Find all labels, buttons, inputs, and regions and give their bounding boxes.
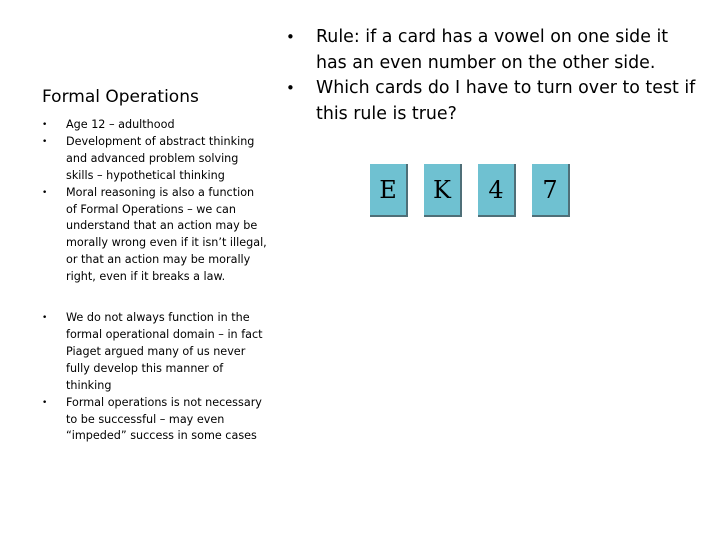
bullet-card-rule: • Rule: if a card has a vowel on one side it has an even number on the other side. — [286, 25, 696, 76]
bullet-moral-reasoning: • Moral reasoning is also a function of Formal Operations – we can understand that an action may be morally wrong even if it isn’t illegal, or that an action may be morally right, even if it breaks a law. — [42, 185, 268, 286]
card-e: E — [370, 164, 408, 217]
bullet-age-range: • Age 12 – adulthood — [42, 117, 268, 134]
bullet-card-question: • Which cards do I have to turn over to test if this rule is true? — [286, 76, 696, 127]
card-4: 4 — [478, 164, 516, 217]
card-7: 7 — [532, 164, 570, 217]
bullet-not-necessary-for-success: • Formal operations is not necessary to be successful – may even “impeded” success in some cases — [42, 395, 268, 446]
formal-operations-bullet-list — [42, 117, 268, 445]
bullet-not-always-formal: • We do not always function in the formal operational domain – in fact Piaget argued many of us never fully develop this manner of thinking — [42, 310, 268, 395]
bullet-abstract-thinking: • Development of abstract thinking and advanced problem solving skills – hypothetical thinking — [42, 134, 268, 185]
slide-title-formal-operations: Formal Operations — [42, 87, 199, 107]
card-k: K — [424, 164, 462, 217]
card-rule-bullet-list — [286, 25, 696, 127]
